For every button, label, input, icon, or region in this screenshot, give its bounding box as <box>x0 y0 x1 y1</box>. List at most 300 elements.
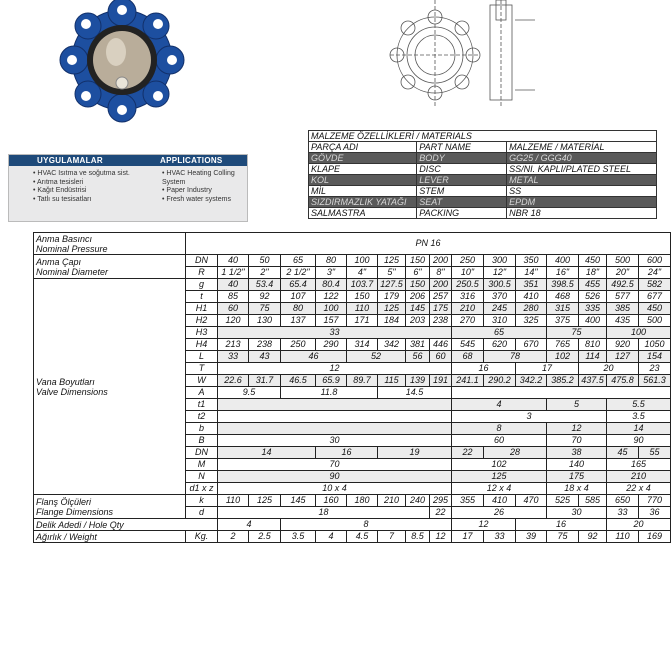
materials-table <box>308 130 657 219</box>
weight-cell: 2.5 <box>249 531 281 543</box>
value-cell: 165 <box>607 459 671 471</box>
symbol-cell: t2 <box>186 411 218 423</box>
value-cell: 75 <box>547 327 607 339</box>
weight-cell: 17 <box>452 531 484 543</box>
value-cell: 56 <box>406 351 430 363</box>
value-cell: 43 <box>249 351 281 363</box>
list-item: • HVAC Isıtma ve soğutma sist. <box>33 170 155 179</box>
butterfly-valve-photo-icon <box>60 0 185 135</box>
value-cell: 470 <box>516 495 547 507</box>
materials-row <box>309 197 657 208</box>
value-cell: 3.5 <box>607 411 671 423</box>
value-cell: 240 <box>406 495 430 507</box>
value-cell: 175 <box>547 471 607 483</box>
value-cell: 102 <box>547 351 579 363</box>
value-cell: 446 <box>430 339 452 351</box>
weight-cell: 33 <box>484 531 516 543</box>
value-cell: 577 <box>607 291 639 303</box>
value-cell: 52 <box>347 351 406 363</box>
value-cell: 33 <box>218 351 249 363</box>
value-cell: 335 <box>579 303 607 315</box>
value-cell: 22 x 4 <box>607 483 671 495</box>
list-item: • Tatlı su tesisatları <box>33 196 155 205</box>
value-cell: 30 <box>218 435 452 447</box>
value-cell: 582 <box>639 279 671 291</box>
weight-cell: 3.5 <box>281 531 316 543</box>
value-cell: 250 <box>281 339 316 351</box>
materials-cell: SS/NI. KAPLI/PLATED STEEL <box>507 164 657 175</box>
r-cell: 2" <box>249 267 281 279</box>
value-cell: 241.1 <box>452 375 484 387</box>
valve-technical-drawing-icon <box>380 0 540 108</box>
value-cell: 385.2 <box>547 375 579 387</box>
empty-cell <box>218 423 452 435</box>
value-cell: 18 <box>218 507 430 519</box>
value-cell: 18 x 4 <box>547 483 607 495</box>
r-cell: 18" <box>579 267 607 279</box>
r-cell: 24" <box>639 267 671 279</box>
symbol-cell: N <box>186 471 218 483</box>
value-cell: 492.5 <box>607 279 639 291</box>
value-cell: 8 <box>281 519 452 531</box>
list-item: • HVAC Heating Colling System <box>162 170 244 187</box>
value-cell: 765 <box>547 339 579 351</box>
value-cell: 355 <box>452 495 484 507</box>
dn-cell: 50 <box>249 255 281 267</box>
dimension-row-g <box>34 279 671 291</box>
value-cell: 400 <box>579 315 607 327</box>
value-cell: 16 <box>516 519 607 531</box>
value-cell: 145 <box>406 303 430 315</box>
value-cell: 314 <box>347 339 378 351</box>
materials-header-cell: PART NAME <box>417 142 507 153</box>
value-cell: 342.2 <box>516 375 547 387</box>
dn-cell: 200 <box>430 255 452 267</box>
value-cell: 210 <box>452 303 484 315</box>
symbol-cell: T <box>186 363 218 375</box>
materials-cell: SEAT <box>417 197 507 208</box>
value-cell: 8 <box>452 423 547 435</box>
value-cell: 620 <box>484 339 516 351</box>
value-cell: 280 <box>516 303 547 315</box>
materials-row <box>309 175 657 186</box>
value-cell: 238 <box>249 339 281 351</box>
holes-row <box>34 519 671 531</box>
materials-cell: NBR 18 <box>507 208 657 219</box>
symbol-cell: A <box>186 387 218 399</box>
value-cell: 40 <box>218 279 249 291</box>
list-item: • Fresh water systems <box>162 196 244 205</box>
value-cell: 53.4 <box>249 279 281 291</box>
r-cell: 4" <box>347 267 378 279</box>
value-cell: 65.9 <box>316 375 347 387</box>
pressure-value: PN 16 <box>186 233 671 255</box>
row-label: Anma Basıncı Nominal Pressure <box>34 233 186 255</box>
value-cell: 475.8 <box>607 375 639 387</box>
value-cell: 103.7 <box>347 279 378 291</box>
value-cell: 36 <box>639 507 671 519</box>
valve-dimensions-label: Vana Boyutları Valve Dimensions <box>34 279 186 495</box>
holes-label: Delik Adedi / Hole Qty <box>34 519 218 531</box>
applications-title-en: APPLICATIONS <box>160 156 223 165</box>
weight-label: Ağırlık / Weight <box>34 531 186 543</box>
value-cell: 210 <box>607 471 671 483</box>
value-cell: 213 <box>218 339 249 351</box>
dn-cell: 65 <box>281 255 316 267</box>
r-cell: 2 1/2" <box>281 267 316 279</box>
dn-cell: 300 <box>484 255 516 267</box>
value-cell: 16 <box>316 447 378 459</box>
weight-cell: 8.5 <box>406 531 430 543</box>
value-cell: 12 <box>452 519 516 531</box>
value-cell: 381 <box>406 339 430 351</box>
materials-cell: PACKING <box>417 208 507 219</box>
materials-cell: LEVER <box>417 175 507 186</box>
applications-box <box>8 154 248 222</box>
value-cell: 150 <box>406 279 430 291</box>
r-cell: 16" <box>547 267 579 279</box>
value-cell: 92 <box>249 291 281 303</box>
value-cell: 20 <box>579 363 639 375</box>
value-cell: 28 <box>484 447 547 459</box>
value-cell: 150 <box>347 291 378 303</box>
value-cell: 810 <box>579 339 607 351</box>
value-cell: 9.5 <box>218 387 281 399</box>
value-cell: 31.7 <box>249 375 281 387</box>
applications-list-tr <box>33 170 155 204</box>
value-cell: 525 <box>547 495 579 507</box>
value-cell: 154 <box>639 351 671 363</box>
value-cell: 38 <box>547 447 607 459</box>
symbol-cell: W <box>186 375 218 387</box>
materials-cell: METAL <box>507 175 657 186</box>
value-cell: 19 <box>378 447 452 459</box>
empty-cell <box>452 387 671 399</box>
symbol-cell: k <box>186 495 218 507</box>
value-cell: 295 <box>430 495 452 507</box>
materials-title-row <box>309 131 657 142</box>
applications-title-tr: UYGULAMALAR <box>37 156 103 165</box>
symbol-cell: b <box>186 423 218 435</box>
value-cell: 90 <box>218 471 452 483</box>
dn-cell: 500 <box>607 255 639 267</box>
value-cell: 60 <box>218 303 249 315</box>
value-cell: 90 <box>607 435 671 447</box>
weight-cell: 4.5 <box>347 531 378 543</box>
r-cell: 20" <box>607 267 639 279</box>
symbol-cell: t1 <box>186 399 218 411</box>
dn-cell: 350 <box>516 255 547 267</box>
value-cell: 16 <box>452 363 516 375</box>
r-cell: 8" <box>430 267 452 279</box>
symbol-cell: H4 <box>186 339 218 351</box>
value-cell: 12 x 4 <box>452 483 547 495</box>
symbol-cell: M <box>186 459 218 471</box>
value-cell: 410 <box>484 495 516 507</box>
value-cell: 315 <box>547 303 579 315</box>
weight-row <box>34 531 671 543</box>
weight-cell: 7 <box>378 531 406 543</box>
value-cell: 410 <box>516 291 547 303</box>
symbol-cell: H1 <box>186 303 218 315</box>
value-cell: 100 <box>316 303 347 315</box>
value-cell: 316 <box>452 291 484 303</box>
value-cell: 770 <box>639 495 671 507</box>
value-cell: 140 <box>547 459 607 471</box>
dn-cell: 600 <box>639 255 671 267</box>
value-cell: 45 <box>607 447 639 459</box>
row-label: Anma Çapı Nominal Diameter <box>34 255 186 279</box>
r-cell: 14" <box>516 267 547 279</box>
value-cell: 22.6 <box>218 375 249 387</box>
value-cell: 450 <box>639 303 671 315</box>
value-cell: 4 <box>452 399 547 411</box>
value-cell: 80.4 <box>316 279 347 291</box>
value-cell: 398.5 <box>547 279 579 291</box>
value-cell: 17 <box>516 363 579 375</box>
value-cell: 290 <box>316 339 347 351</box>
value-cell: 60 <box>452 435 547 447</box>
value-cell: 145 <box>281 495 316 507</box>
materials-header-cell: MALZEME / MATERİAL <box>507 142 657 153</box>
materials-row <box>309 164 657 175</box>
value-cell: 175 <box>430 303 452 315</box>
weight-cell: 169 <box>639 531 671 543</box>
weight-cell: 110 <box>607 531 639 543</box>
materials-cell: KLAPE <box>309 164 417 175</box>
symbol-cell: B <box>186 435 218 447</box>
value-cell: 210 <box>378 495 406 507</box>
value-cell: 130 <box>249 315 281 327</box>
value-cell: 26 <box>452 507 547 519</box>
materials-row <box>309 153 657 164</box>
value-cell: 137 <box>281 315 316 327</box>
value-cell: 171 <box>347 315 378 327</box>
value-cell: 342 <box>378 339 406 351</box>
value-cell: 80 <box>281 303 316 315</box>
value-cell: 139 <box>406 375 430 387</box>
value-cell: 270 <box>452 315 484 327</box>
value-cell: 184 <box>378 315 406 327</box>
value-cell: 1050 <box>639 339 671 351</box>
symbol-cell: t <box>186 291 218 303</box>
value-cell: 125 <box>378 303 406 315</box>
r-cell: 10" <box>452 267 484 279</box>
value-cell: 370 <box>484 291 516 303</box>
value-cell: 200 <box>430 279 452 291</box>
r-cell: 6" <box>406 267 430 279</box>
value-cell: 60 <box>430 351 452 363</box>
value-cell: 107 <box>281 291 316 303</box>
value-cell: 238 <box>430 315 452 327</box>
value-cell: 677 <box>639 291 671 303</box>
weight-cell: 12 <box>430 531 452 543</box>
symbol-cell: DN <box>186 255 218 267</box>
symbol-cell: d <box>186 507 218 519</box>
materials-cell: GG25 / GGG40 <box>507 153 657 164</box>
value-cell: 5.5 <box>607 399 671 411</box>
weight-cell: 4 <box>316 531 347 543</box>
r-cell: 12" <box>484 267 516 279</box>
value-cell: 375 <box>547 315 579 327</box>
list-item: • Kağıt Endüstrisi <box>33 187 155 196</box>
dn-cell: 100 <box>347 255 378 267</box>
value-cell: 22 <box>430 507 452 519</box>
value-cell: 70 <box>547 435 607 447</box>
dn-cell: 80 <box>316 255 347 267</box>
value-cell: 585 <box>579 495 607 507</box>
value-cell: 30 <box>547 507 607 519</box>
value-cell: 68 <box>452 351 484 363</box>
value-cell: 12 <box>218 363 452 375</box>
materials-cell: SIZDIRMAZLIK YATAĞI <box>309 197 417 208</box>
value-cell: 14 <box>218 447 316 459</box>
symbol-cell: g <box>186 279 218 291</box>
materials-cell: BODY <box>417 153 507 164</box>
value-cell: 310 <box>484 315 516 327</box>
dn-cell: 125 <box>378 255 406 267</box>
value-cell: 10 x 4 <box>218 483 452 495</box>
value-cell: 11.8 <box>281 387 378 399</box>
symbol-cell: DN <box>186 447 218 459</box>
value-cell: 468 <box>547 291 579 303</box>
value-cell: 22 <box>452 447 484 459</box>
materials-cell: MİL <box>309 186 417 197</box>
value-cell: 385 <box>607 303 639 315</box>
value-cell: 179 <box>378 291 406 303</box>
value-cell: 114 <box>579 351 607 363</box>
pressure-row <box>34 233 671 255</box>
value-cell: 500 <box>639 315 671 327</box>
value-cell: 290.2 <box>484 375 516 387</box>
value-cell: 526 <box>579 291 607 303</box>
value-cell: 325 <box>516 315 547 327</box>
value-cell: 33 <box>607 507 639 519</box>
value-cell: 120 <box>218 315 249 327</box>
list-item: • Paper Industry <box>162 187 244 196</box>
materials-cell: GÖVDE <box>309 153 417 164</box>
r-cell: 1 1/2" <box>218 267 249 279</box>
value-cell: 102 <box>452 459 547 471</box>
value-cell: 203 <box>406 315 430 327</box>
value-cell: 180 <box>347 495 378 507</box>
dn-cell: 400 <box>547 255 579 267</box>
materials-header-cell: PARÇA ADI <box>309 142 417 153</box>
materials-row <box>309 208 657 219</box>
value-cell: 20 <box>607 519 671 531</box>
symbol-cell: L <box>186 351 218 363</box>
value-cell: 14.5 <box>378 387 452 399</box>
value-cell: 435 <box>607 315 639 327</box>
value-cell: 3 <box>452 411 607 423</box>
value-cell: 351 <box>516 279 547 291</box>
value-cell: 46.5 <box>281 375 316 387</box>
symbol-cell: H3 <box>186 327 218 339</box>
value-cell: 33 <box>218 327 452 339</box>
dn-row <box>34 255 671 267</box>
value-cell: 89.7 <box>347 375 378 387</box>
value-cell: 65.4 <box>281 279 316 291</box>
value-cell: 110 <box>347 303 378 315</box>
value-cell: 127.5 <box>378 279 406 291</box>
weight-cell: 2 <box>218 531 249 543</box>
list-item: • Arıtma tesisleri <box>33 179 155 188</box>
r-cell: 3" <box>316 267 347 279</box>
dimensions-table <box>33 232 671 543</box>
value-cell: 245 <box>484 303 516 315</box>
materials-cell: SS <box>507 186 657 197</box>
r-cell: 5" <box>378 267 406 279</box>
value-cell: 75 <box>249 303 281 315</box>
materials-cell: EPDM <box>507 197 657 208</box>
materials-cell: DISC <box>417 164 507 175</box>
materials-title: MALZEME ÖZELLİKLERİ / MATERIALS <box>309 131 657 142</box>
weight-cell: 92 <box>579 531 607 543</box>
value-cell: 4 <box>218 519 281 531</box>
value-cell: 127 <box>607 351 639 363</box>
value-cell: 191 <box>430 375 452 387</box>
materials-cell: STEM <box>417 186 507 197</box>
dn-cell: 450 <box>579 255 607 267</box>
weight-cell: 75 <box>547 531 579 543</box>
materials-cell: KOL <box>309 175 417 186</box>
materials-cell: SALMASTRA <box>309 208 417 219</box>
value-cell: 650 <box>607 495 639 507</box>
value-cell: 561.3 <box>639 375 671 387</box>
materials-header-row <box>309 142 657 153</box>
value-cell: 455 <box>579 279 607 291</box>
value-cell: 23 <box>639 363 671 375</box>
value-cell: 300.5 <box>484 279 516 291</box>
symbol-cell: H2 <box>186 315 218 327</box>
weight-cell: 39 <box>516 531 547 543</box>
value-cell: 78 <box>484 351 547 363</box>
value-cell: 250.5 <box>452 279 484 291</box>
materials-row <box>309 186 657 197</box>
value-cell: 100 <box>607 327 671 339</box>
value-cell: 122 <box>316 291 347 303</box>
applications-list-en <box>162 170 244 204</box>
value-cell: 14 <box>607 423 671 435</box>
empty-cell <box>218 411 452 423</box>
value-cell: 920 <box>607 339 639 351</box>
value-cell: 437.5 <box>579 375 607 387</box>
value-cell: 115 <box>378 375 406 387</box>
value-cell: 85 <box>218 291 249 303</box>
value-cell: 206 <box>406 291 430 303</box>
value-cell: 670 <box>516 339 547 351</box>
value-cell: 157 <box>316 315 347 327</box>
value-cell: 5 <box>547 399 607 411</box>
value-cell: 545 <box>452 339 484 351</box>
dn-cell: 40 <box>218 255 249 267</box>
dn-cell: 150 <box>406 255 430 267</box>
value-cell: 55 <box>639 447 671 459</box>
symbol-cell: R <box>186 267 218 279</box>
value-cell: 65 <box>452 327 547 339</box>
value-cell: 110 <box>218 495 249 507</box>
row-label: Flanş Ölçüleri Flange Dimensions <box>34 495 186 519</box>
value-cell: 257 <box>430 291 452 303</box>
value-cell: 125 <box>249 495 281 507</box>
dn-cell: 250 <box>452 255 484 267</box>
flange-row-k <box>34 495 671 507</box>
value-cell: 125 <box>452 471 547 483</box>
value-cell: 70 <box>218 459 452 471</box>
symbol-cell: d1 x z <box>186 483 218 495</box>
empty-cell <box>218 399 452 411</box>
value-cell: 12 <box>547 423 607 435</box>
